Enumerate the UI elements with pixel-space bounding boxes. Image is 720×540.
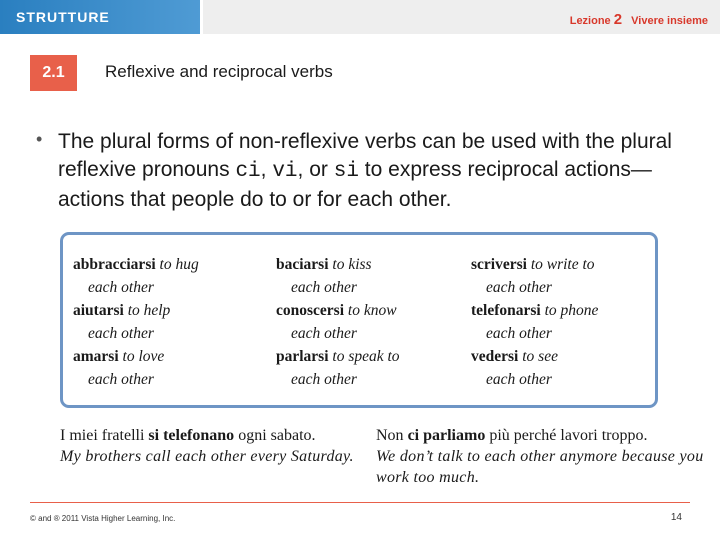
pronoun-vi: vi (272, 160, 298, 183)
page-number: 14 (670, 512, 682, 523)
example-sentence: I miei fratelli si telefonano ogni sabato. (60, 427, 316, 444)
vocab-column-1 (73, 253, 199, 391)
example-translation: My brothers call each other every Saturday. (60, 448, 354, 465)
pronoun-si: si (333, 160, 359, 183)
lesson-word: Lezione (569, 15, 611, 27)
copyright-text: © and ® 2011 Vista Higher Learning, Inc. (30, 514, 176, 523)
bullet-icon: • (36, 129, 43, 149)
vocab-entry: abbracciarsi to hug each other (73, 256, 199, 296)
vocab-column-2 (276, 253, 400, 391)
example-sentence: Non ci parliamo più perché lavori troppo. (376, 427, 648, 444)
vocab-entry: parlarsi to speak to each other (276, 348, 400, 388)
banner-section-label: STRUTTURE (16, 9, 110, 25)
pronoun-ci: ci (235, 160, 261, 183)
lesson-label (570, 11, 708, 28)
vocab-entry: amarsi to love each other (73, 348, 165, 388)
vocab-entry: scriversi to write to each other (471, 256, 595, 296)
vocab-entry: aiutarsi to help each other (73, 302, 171, 342)
footer-divider (30, 502, 690, 503)
vocab-column-3 (471, 253, 598, 391)
vocabulary-box (60, 232, 658, 408)
section-number-badge: 2.1 (30, 55, 77, 91)
example-2 (376, 425, 706, 488)
lesson-number: 2 (613, 11, 623, 28)
vocab-entry: conoscersi to know each other (276, 302, 397, 342)
vocab-entry: telefonarsi to phone each other (471, 302, 599, 342)
banner-divider (200, 0, 203, 34)
bullet-paragraph (36, 128, 706, 214)
vocab-entry: vedersi to see each other (471, 348, 558, 388)
section-title: Reflexive and reciprocal verbs (105, 62, 333, 81)
example-1 (60, 425, 360, 467)
top-banner (0, 0, 720, 34)
lesson-title: Vivere insieme (631, 15, 708, 27)
vocab-entry: baciarsi to kiss each other (276, 256, 372, 296)
bullet-text: The plural forms of non-reflexive verbs can be used with the plural reflexive pronouns ci, vi, or si to express reciprocal actions—actions that people do to or for each other. (58, 130, 672, 211)
banner-section-tab (0, 0, 200, 34)
example-translation: We don’t talk to each other anymore because you work too much. (376, 448, 704, 486)
